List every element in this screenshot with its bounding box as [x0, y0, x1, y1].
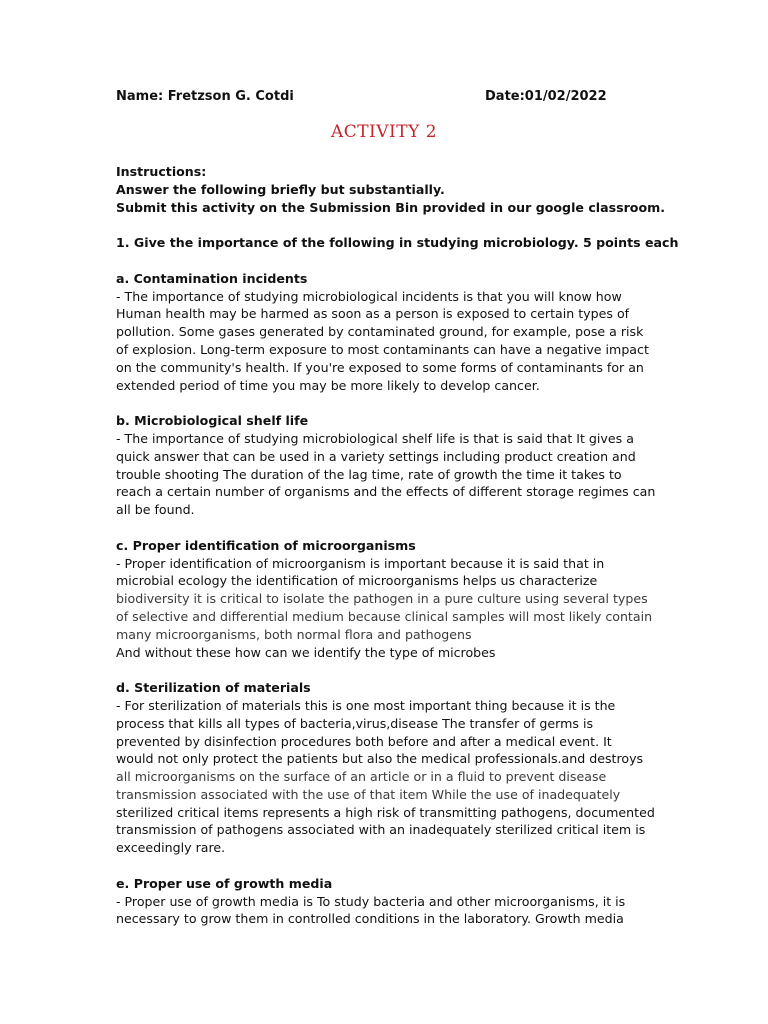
section-line: exceedingly rare.: [116, 840, 226, 856]
section-heading: d. Sterilization of materials: [116, 680, 311, 696]
student-name: Name: Fretzson G. Cotdi: [116, 89, 294, 104]
section-heading: b. Microbiological shelf life: [116, 413, 309, 429]
section-line: extended period of time you may be more likely to develop cancer.: [116, 377, 540, 393]
section-line: would not only protect the patients but also the medical professionals.and destroys: [116, 751, 644, 767]
section-line: - Proper use of growth media is To study bacteria and other microorganisms, it is: [116, 893, 626, 909]
section-line: on the community's health. If you're exposed to some forms of contaminants for an: [116, 359, 644, 375]
section-line: - Proper identification of microorganism is important because it is said that in: [116, 555, 605, 571]
section-line: all microorganisms on the surface of an article or in a fluid to prevent disease: [116, 769, 607, 785]
section-contamination: [116, 270, 656, 395]
section-shelf-life: [116, 412, 656, 519]
submission-date: Date:01/02/2022: [485, 89, 607, 104]
section-line: - The importance of studying microbiological shelf life is that is said that It gives a: [116, 430, 634, 446]
section-line: Human health may be harmed as soon as a person is exposed to certain types of: [116, 306, 630, 322]
section-identification: [116, 537, 656, 662]
question-text: 1. Give the importance of the following in studying microbiology. 5 points each: [116, 235, 679, 251]
section-growth-media: [116, 875, 656, 928]
section-heading: a. Contamination incidents: [116, 270, 308, 286]
section-line: And without these how can we identify the type of microbes: [116, 644, 496, 660]
section-line: - For sterilization of materials this is one most important thing because it is the: [116, 697, 616, 713]
section-line: prevented by disinfection procedures both before and after a medical event. It: [116, 733, 612, 749]
section-heading: c. Proper identification of microorganisms: [116, 537, 416, 553]
section-sterilization: [116, 679, 656, 857]
section-line: process that kills all types of bacteria,virus,disease The transfer of germs is: [116, 715, 594, 731]
section-line: sterilized critical items represents a high risk of transmitting pathogens, documented: [116, 804, 655, 820]
section-line: many microorganisms, both normal flora and pathogens: [116, 626, 472, 642]
document-header: [116, 89, 656, 107]
section-line: of selective and differential medium because clinical samples will most likely contain: [116, 608, 653, 624]
section-line: transmission associated with the use of that item While the use of inadequately: [116, 786, 621, 802]
activity-title: ACTIVITY 2: [330, 122, 438, 142]
instructions-heading: Instructions:: [116, 164, 207, 179]
section-line: all be found.: [116, 502, 195, 518]
section-line: reach a certain number of organisms and the effects of different storage regimes can: [116, 484, 656, 500]
instructions-line-2: Submit this activity on the Submission Bin provided in our google classroom.: [116, 199, 666, 215]
section-line: trouble shooting The duration of the lag time, rate of growth the time it takes to: [116, 466, 622, 482]
section-line: quick answer that can be used in a variety settings including product creation and: [116, 448, 636, 464]
section-line: of explosion. Long-term exposure to most contaminants can have a negative impact: [116, 341, 649, 357]
section-line: transmission of pathogens associated with an inadequately sterilized critical item is: [116, 822, 646, 838]
section-line: pollution. Some gases generated by contaminated ground, for example, pose a risk: [116, 324, 644, 340]
section-line: necessary to grow them in controlled conditions in the laboratory. Growth media: [116, 911, 624, 927]
section-line: - The importance of studying microbiological incidents is that you will know how: [116, 288, 622, 304]
section-heading: e. Proper use of growth media: [116, 875, 333, 891]
document-body: [116, 163, 679, 928]
section-line: biodiversity it is critical to isolate the pathogen in a pure culture using several types: [116, 591, 648, 607]
section-line: microbial ecology the identification of microorganisms helps us characterize: [116, 573, 598, 589]
instructions-line-1: Answer the following briefly but substantially.: [116, 181, 445, 197]
